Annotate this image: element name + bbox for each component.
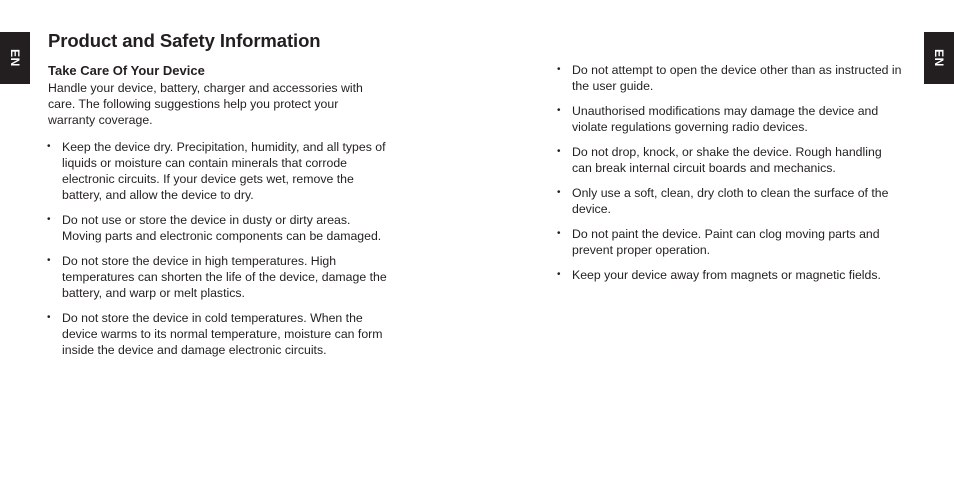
list-item: • Do not drop, knock, or shake the device. Rough handling can break internal circuit boards and mechanics. [557,144,902,176]
language-tab-label: EN [7,49,22,67]
list-item: • Only use a soft, clean, dry cloth to clean the surface of the device. [557,185,902,217]
list-item: • Do not paint the device. Paint can clog moving parts and prevent proper operation. [557,226,902,258]
list-item: • Do not attempt to open the device other than as instructed in the user guide. [557,62,902,94]
section-heading: Take Care Of Your Device [48,63,205,78]
list-item: • Unauthorised modifications may damage the device and violate regulations governing radio devices. [557,103,902,135]
list-item: • Keep your device away from magnets or magnetic fields. [557,267,902,283]
language-tab-label: EN [931,49,946,67]
list-item: • Do not store the device in high temperatures. High temperatures can shorten the life of the device, damage the battery, and warp or melt plastics. [47,253,392,301]
right-bullet-list [557,62,902,292]
left-bullet-list [47,139,392,367]
list-item: • Do not store the device in cold temperatures. When the device warms to its normal temperature, moisture can form inside the device and damage electronic circuits. [47,310,392,358]
list-item: • Keep the device dry. Precipitation, humidity, and all types of liquids or moisture can contain minerals that corrode electronic circuits. If your device gets wet, remove the battery, and allow the device to dry. [47,139,392,203]
language-tab-left [0,32,30,84]
page-title: Product and Safety Information [48,30,321,51]
list-item: • Do not use or store the device in dusty or dirty areas. Moving parts and electronic components can be damaged. [47,212,392,244]
intro-paragraph: Handle your device, battery, charger and accessories with care. The following suggestions help you protect your warranty coverage. [48,81,363,127]
language-tab-right [924,32,954,84]
